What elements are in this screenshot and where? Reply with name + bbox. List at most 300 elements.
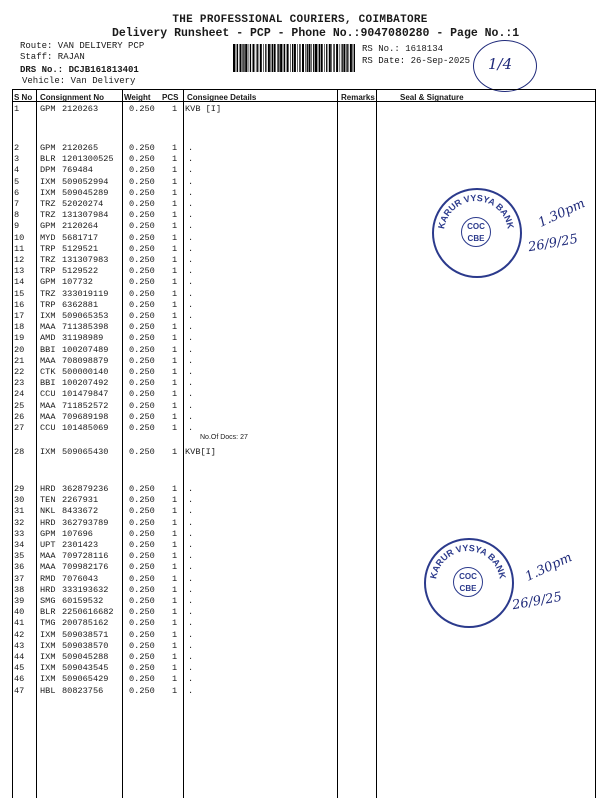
row-station-code: CCU [40, 389, 56, 400]
row-weight: 0.250 [129, 447, 155, 457]
row-pcs: 1 [172, 573, 178, 584]
row-consignment-no: 509065429 [62, 674, 109, 685]
row-weight: 0.250 [129, 389, 155, 400]
table-row [0, 389, 600, 400]
stamp-time-handwriting: 1.30pm [523, 550, 575, 585]
stamp-coc: COC [459, 572, 477, 581]
row-consignee: KVB [I] [185, 104, 222, 114]
row-pcs: 1 [172, 355, 178, 366]
row-weight: 0.250 [129, 400, 155, 411]
row-weight: 0.250 [129, 652, 155, 662]
row-pcs: 1 [172, 367, 178, 377]
row-consignment-no: 333193632 [62, 584, 109, 595]
row-sno: 40 [14, 607, 25, 618]
row-weight: 0.250 [129, 378, 155, 389]
row-station-code: CTK [40, 367, 56, 377]
row-weight: 0.250 [129, 562, 155, 573]
row-consignee: . [188, 517, 194, 528]
row-consignee: . [188, 629, 194, 640]
row-sno: 47 [14, 685, 25, 696]
stamp-time-handwriting: 1.30pm [536, 196, 588, 231]
row-consignment-no: 7076043 [62, 573, 99, 584]
table-row [0, 322, 600, 333]
row-station-code: BBI [40, 378, 56, 389]
row-sno: 8 [14, 210, 20, 221]
row-consignee: . [188, 663, 194, 674]
row-consignment-no: 708098879 [62, 355, 109, 366]
row-weight: 0.250 [129, 165, 155, 176]
row-pcs: 1 [172, 562, 178, 573]
row-sno: 1 [14, 104, 20, 114]
row-weight: 0.250 [129, 540, 155, 550]
row-consignee: . [188, 685, 194, 696]
row-pcs: 1 [172, 277, 178, 288]
row-consignee: KVB[I] [185, 447, 216, 457]
row-consignment-no: 52020274 [62, 199, 104, 209]
row-consignment-no: 509038571 [62, 629, 109, 640]
row-sno: 35 [14, 551, 25, 562]
row-sno: 21 [14, 355, 25, 366]
row-sno: 19 [14, 333, 25, 344]
row-consignee: . [188, 322, 194, 333]
row-consignment-no: 101479847 [62, 389, 109, 400]
row-station-code: GPM [40, 221, 56, 232]
staff-label: Staff: RAJAN [20, 52, 85, 62]
row-consignment-no: 5129522 [62, 266, 99, 277]
row-station-code: MAA [40, 322, 56, 333]
table-row [0, 518, 600, 529]
row-consignee: . [188, 165, 194, 176]
row-consignment-no: 2120264 [62, 221, 99, 232]
row-consignment-no: 509065353 [62, 311, 109, 321]
row-consignment-no: 709982176 [62, 562, 109, 573]
table-row [0, 663, 600, 674]
row-pcs: 1 [172, 652, 178, 662]
row-station-code: HRD [40, 584, 56, 595]
table-row [0, 423, 600, 434]
row-station-code: MAA [40, 400, 56, 411]
table-row [0, 529, 600, 540]
row-sno: 43 [14, 640, 25, 651]
row-pcs: 1 [172, 378, 178, 389]
row-consignee: . [188, 143, 194, 153]
table-row [0, 412, 600, 423]
row-consignment-no: 131307984 [62, 210, 109, 221]
row-consignment-no: 6362881 [62, 299, 99, 310]
row-weight: 0.250 [129, 551, 155, 562]
row-sno: 14 [14, 277, 25, 288]
row-station-code: BBI [40, 344, 56, 355]
row-consignee: . [188, 528, 194, 539]
row-consignee: . [188, 423, 194, 433]
page-mark-handwriting: 1/4 [488, 55, 513, 73]
row-pcs: 1 [172, 165, 178, 176]
table-row [0, 333, 600, 344]
row-weight: 0.250 [129, 333, 155, 344]
stamp-cbe: CBE [467, 234, 485, 243]
company-name: THE PROFESSIONAL COURIERS, COIMBATORE [172, 14, 428, 26]
row-sno: 42 [14, 629, 25, 640]
row-sno: 16 [14, 299, 25, 310]
row-consignment-no: 509052994 [62, 176, 109, 187]
row-station-code: TRP [40, 243, 56, 254]
row-pcs: 1 [172, 210, 178, 221]
drs-number: DRS No.: DCJB161813401 [20, 65, 139, 75]
row-station-code: IXM [40, 652, 56, 662]
row-pcs: 1 [172, 221, 178, 232]
table-row [0, 277, 600, 288]
row-consignee: . [188, 344, 194, 355]
row-weight: 0.250 [129, 176, 155, 187]
row-pcs: 1 [172, 176, 178, 187]
row-consignee: . [188, 255, 194, 265]
row-sno: 3 [14, 154, 20, 165]
row-sno: 7 [14, 199, 20, 209]
table-row [0, 652, 600, 663]
stamp-ring-label: KARUR VYSYA BANK [436, 192, 516, 230]
row-consignee: . [188, 551, 194, 562]
row-sno: 24 [14, 389, 25, 400]
row-station-code: HRD [40, 484, 56, 494]
row-pcs: 1 [172, 484, 178, 494]
table-row [0, 378, 600, 389]
row-station-code: MAA [40, 562, 56, 573]
row-consignee: . [188, 411, 194, 422]
row-station-code: CCU [40, 423, 56, 433]
row-sno: 11 [14, 243, 25, 254]
row-sno: 5 [14, 176, 20, 187]
row-weight: 0.250 [129, 584, 155, 595]
row-consignee: . [188, 266, 194, 277]
rs-number: RS No.: 1618134 [362, 44, 444, 54]
row-weight: 0.250 [129, 187, 155, 198]
row-station-code: IXM [40, 187, 56, 198]
row-weight: 0.250 [129, 629, 155, 640]
row-pcs: 1 [172, 629, 178, 640]
row-station-code: IXM [40, 629, 56, 640]
row-pcs: 1 [172, 495, 178, 506]
row-consignee: . [188, 221, 194, 232]
row-weight: 0.250 [129, 154, 155, 165]
row-consignment-no: 709689198 [62, 411, 109, 422]
row-sno: 32 [14, 517, 25, 528]
table-row [0, 143, 600, 154]
row-pcs: 1 [172, 551, 178, 562]
table-row [0, 551, 600, 562]
row-consignee: . [188, 288, 194, 299]
row-sno: 36 [14, 562, 25, 573]
stamp-date-handwriting: 26/9/25 [527, 231, 580, 256]
row-station-code: IXM [40, 311, 56, 321]
row-consignee: . [188, 562, 194, 573]
row-sno: 17 [14, 311, 25, 321]
row-weight: 0.250 [129, 255, 155, 265]
row-weight: 0.250 [129, 517, 155, 528]
row-station-code: BLR [40, 607, 56, 618]
table-row [0, 356, 600, 367]
row-sno: 31 [14, 506, 25, 517]
row-station-code: TRP [40, 266, 56, 277]
row-consignee: . [188, 311, 194, 321]
table-row [0, 165, 600, 176]
row-station-code: NKL [40, 506, 56, 517]
row-pcs: 1 [172, 663, 178, 674]
row-sno: 13 [14, 266, 25, 277]
row-station-code: SMG [40, 596, 56, 606]
row-station-code: AMD [40, 333, 56, 344]
row-consignment-no: 711385398 [62, 322, 109, 333]
row-weight: 0.250 [129, 277, 155, 288]
row-consignee: . [188, 607, 194, 618]
row-consignment-no: 711852572 [62, 400, 109, 411]
row-pcs: 1 [172, 333, 178, 344]
row-pcs: 1 [172, 266, 178, 277]
header-pcs: PCS [162, 93, 179, 102]
row-station-code: TEN [40, 495, 56, 506]
row-pcs: 1 [172, 104, 178, 114]
row-weight: 0.250 [129, 143, 155, 153]
row-consignment-no: 500000140 [62, 367, 109, 377]
row-consignee: . [188, 199, 194, 209]
row-consignment-no: 362879236 [62, 484, 109, 494]
row-station-code: MYD [40, 232, 56, 243]
route-label: Route: VAN DELIVERY PCP [20, 41, 145, 51]
row-sno: 44 [14, 652, 25, 662]
table-row [0, 540, 600, 551]
row-weight: 0.250 [129, 199, 155, 209]
row-station-code: HRD [40, 517, 56, 528]
row-consignee: . [188, 573, 194, 584]
row-pcs: 1 [172, 423, 178, 433]
row-consignee: . [188, 277, 194, 288]
row-consignee: . [188, 584, 194, 595]
row-station-code: GPM [40, 528, 56, 539]
table-row [0, 686, 600, 697]
row-pcs: 1 [172, 344, 178, 355]
row-consignee: . [188, 400, 194, 411]
row-pcs: 1 [172, 389, 178, 400]
row-consignee: . [188, 232, 194, 243]
table-row [0, 674, 600, 685]
row-weight: 0.250 [129, 685, 155, 696]
row-sno: 6 [14, 187, 20, 198]
row-pcs: 1 [172, 199, 178, 209]
row-weight: 0.250 [129, 573, 155, 584]
row-weight: 0.250 [129, 266, 155, 277]
row-consignment-no: 31198989 [62, 333, 104, 344]
row-station-code: UPT [40, 540, 56, 550]
row-consignee: . [188, 652, 194, 662]
row-consignee: . [188, 674, 194, 685]
table-row [0, 495, 600, 506]
row-consignee: . [188, 540, 194, 550]
table-row [0, 641, 600, 652]
row-consignee: . [188, 506, 194, 517]
row-weight: 0.250 [129, 344, 155, 355]
row-pcs: 1 [172, 243, 178, 254]
header-seal: Seal & Signature [400, 93, 464, 102]
table-row [0, 630, 600, 641]
row-consignee: . [188, 378, 194, 389]
row-weight: 0.250 [129, 210, 155, 221]
row-weight: 0.250 [129, 596, 155, 606]
row-weight: 0.250 [129, 484, 155, 494]
stamp-coc: COC [467, 222, 485, 231]
row-consignee: . [188, 333, 194, 344]
row-weight: 0.250 [129, 528, 155, 539]
row-sno: 29 [14, 484, 25, 494]
table-row [0, 618, 600, 629]
row-pcs: 1 [172, 618, 178, 629]
runsheet-title: Delivery Runsheet - PCP - Phone No.:9047080280 - Page No.:1 [112, 27, 520, 40]
row-consignment-no: 333019119 [62, 288, 109, 299]
row-consignment-no: 5681717 [62, 232, 99, 243]
row-pcs: 1 [172, 154, 178, 165]
row-sno: 30 [14, 495, 25, 506]
row-sno: 10 [14, 232, 25, 243]
row-weight: 0.250 [129, 232, 155, 243]
row-consignment-no: 8433672 [62, 506, 99, 517]
header-consignee: Consignee Details [187, 93, 257, 102]
table-row [0, 447, 600, 458]
row-weight: 0.250 [129, 221, 155, 232]
table-row [0, 345, 600, 356]
row-weight: 0.250 [129, 618, 155, 629]
stamp-center [461, 217, 491, 247]
row-consignment-no: 60159532 [62, 596, 104, 606]
row-weight: 0.250 [129, 104, 155, 114]
row-station-code: DPM [40, 165, 56, 176]
row-consignment-no: 2250616682 [62, 607, 114, 618]
row-weight: 0.250 [129, 607, 155, 618]
row-weight: 0.250 [129, 663, 155, 674]
row-weight: 0.250 [129, 423, 155, 433]
row-weight: 0.250 [129, 288, 155, 299]
header-consignment: Consignment No [40, 93, 104, 102]
row-station-code: MAA [40, 355, 56, 366]
header-weight: Weight [124, 93, 151, 102]
row-consignment-no: 709728116 [62, 551, 109, 562]
row-consignment-no: 2120263 [62, 104, 99, 114]
row-pcs: 1 [172, 584, 178, 595]
row-station-code: MAA [40, 551, 56, 562]
row-sno: 39 [14, 596, 25, 606]
row-station-code: BLR [40, 154, 56, 165]
row-station-code: IXM [40, 674, 56, 685]
row-consignee: . [188, 210, 194, 221]
row-sno: 9 [14, 221, 20, 232]
row-station-code: GPM [40, 277, 56, 288]
row-consignee: . [188, 355, 194, 366]
row-pcs: 1 [172, 517, 178, 528]
row-sno: 45 [14, 663, 25, 674]
row-station-code: IXM [40, 640, 56, 651]
row-station-code: IXM [40, 663, 56, 674]
row-station-code: TMG [40, 618, 56, 629]
row-sno: 23 [14, 378, 25, 389]
row-sno: 15 [14, 288, 25, 299]
row-pcs: 1 [172, 528, 178, 539]
row-station-code: TRZ [40, 199, 56, 209]
row-sno: 18 [14, 322, 25, 333]
row-consignee: . [188, 596, 194, 606]
table-row [0, 289, 600, 300]
rs-date: RS Date: 26-Sep-2025 [362, 56, 471, 66]
header-remarks: Remarks [341, 93, 375, 102]
row-consignment-no: 509065430 [62, 447, 109, 457]
row-station-code: HBL [40, 685, 56, 696]
row-consignee: . [188, 495, 194, 506]
row-consignment-no: 131307983 [62, 255, 109, 265]
row-pcs: 1 [172, 232, 178, 243]
row-weight: 0.250 [129, 355, 155, 366]
row-weight: 0.250 [129, 640, 155, 651]
stamp-ring-label: KARUR VYSYA BANK [428, 542, 508, 580]
table-row [0, 367, 600, 378]
row-pcs: 1 [172, 311, 178, 321]
row-station-code: IXM [40, 176, 56, 187]
row-consignee: . [188, 176, 194, 187]
row-pcs: 1 [172, 288, 178, 299]
row-consignment-no: 1201300525 [62, 154, 114, 165]
row-sno: 20 [14, 344, 25, 355]
row-pcs: 1 [172, 255, 178, 265]
row-station-code: RMD [40, 573, 56, 584]
row-pcs: 1 [172, 685, 178, 696]
table-row [0, 177, 600, 188]
row-consignment-no: 2301423 [62, 540, 99, 550]
row-pcs: 1 [172, 596, 178, 606]
row-consignment-no: 107696 [62, 528, 93, 539]
row-station-code: GPM [40, 143, 56, 153]
row-pcs: 1 [172, 607, 178, 618]
row-sno: 41 [14, 618, 25, 629]
stamp-center [453, 567, 483, 597]
row-weight: 0.250 [129, 674, 155, 685]
row-sno: 46 [14, 674, 25, 685]
row-consignment-no: 769484 [62, 165, 93, 176]
row-sno: 28 [14, 447, 25, 457]
row-pcs: 1 [172, 640, 178, 651]
row-consignment-no: 5129521 [62, 243, 99, 254]
row-pcs: 1 [172, 411, 178, 422]
row-consignment-no: 509045288 [62, 652, 109, 662]
row-weight: 0.250 [129, 311, 155, 321]
row-station-code: TRZ [40, 288, 56, 299]
row-consignment-no: 80823756 [62, 685, 104, 696]
row-pcs: 1 [172, 187, 178, 198]
row-consignment-no: 107732 [62, 277, 93, 288]
row-pcs: 1 [172, 540, 178, 550]
row-weight: 0.250 [129, 411, 155, 422]
row-pcs: 1 [172, 143, 178, 153]
row-sno: 38 [14, 584, 25, 595]
bank-stamp [432, 188, 522, 278]
table-row [0, 506, 600, 517]
stamp-cbe: CBE [459, 584, 477, 593]
row-consignment-no: 200785162 [62, 618, 109, 629]
table-row [0, 104, 600, 115]
row-consignment-no: 509038570 [62, 640, 109, 651]
row-consignment-no: 362793789 [62, 517, 109, 528]
row-consignee: . [188, 389, 194, 400]
table-row [0, 401, 600, 412]
table-row [0, 154, 600, 165]
row-station-code: TRZ [40, 210, 56, 221]
row-weight: 0.250 [129, 367, 155, 377]
row-consignee: . [188, 243, 194, 254]
row-pcs: 1 [172, 299, 178, 310]
